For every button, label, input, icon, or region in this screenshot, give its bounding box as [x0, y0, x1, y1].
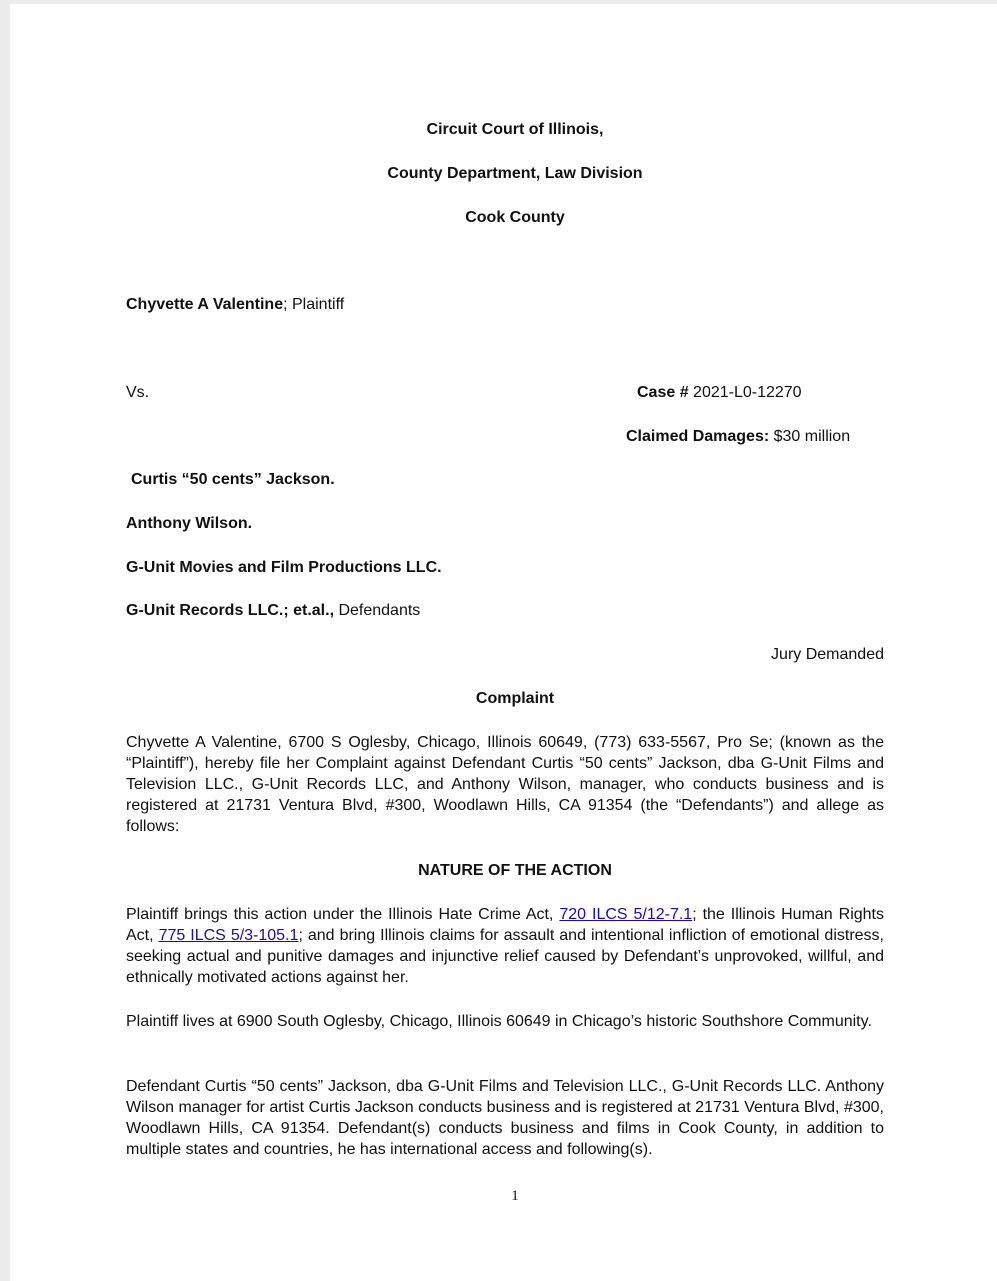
action-text-3: ; and bring Illinois claims for assault and intentional infliction of emotional distress, seeking actual and punitive damages and injunctive relief caused by Defendant’s unprovoked, willful, and ethnically motivated actions against her.	[126, 927, 884, 986]
court-name: Circuit Court of Illinois,	[426, 121, 604, 138]
court-county: Cook County	[465, 209, 565, 226]
claimed-damages-label: Claimed Damages:	[626, 428, 770, 445]
plaintiff-suffix: ; Plaintiff	[283, 296, 345, 313]
versus: Vs.	[126, 384, 150, 401]
action-text-1: Plaintiff brings this action under the Illinois Hate Crime Act,	[126, 906, 560, 923]
defendant-gunit-records-line	[126, 601, 420, 621]
claimed-damages-value: $30 million	[769, 428, 851, 445]
claimed-damages-line	[626, 427, 850, 447]
defendant-paragraph: Defendant Curtis “50 cents” Jackson, dba G-Unit Films and Television LLC., G-Unit Records LLC. Anthony Wilson manager for artist Curtis Jackson conducts business and is registered at 21731 Ventura Blvd, #300, Woodlawn Hills, CA 91354. Defendant(s) conducts business and films in Cook County, in addition to multiple states and countries, he has international access and following(s).	[126, 1078, 884, 1158]
intro-paragraph: Chyvette A Valentine, 6700 S Oglesby, Chicago, Illinois 60649, (773) 633-5567, Pro Se; (known as the “Plaintiff”), hereby file her Complaint against Defendant Curtis “50 cents” Jackson, dba G-Unit Films and Television LLC., G-Unit Records LLC, and Anthony Wilson, manager, who conducts business and is registered at 21731 Ventura Blvd, #300, Woodlawn Hills, CA 91354 (the “Defendants”) and allege as follows:	[126, 734, 884, 835]
hate-crime-act-link[interactable]: 720 ILCS 5/12-7.1	[559, 906, 693, 923]
case-number-line	[637, 383, 802, 403]
plaintiff-name: Chyvette A Valentine	[126, 296, 284, 313]
defendant-wilson: Anthony Wilson.	[126, 515, 253, 532]
defendant-gunit-movies: G-Unit Movies and Film Productions LLC.	[126, 559, 442, 576]
defendants-suffix: Defendants	[334, 602, 421, 619]
complaint-title: Complaint	[475, 690, 555, 707]
page-number: 1	[511, 1188, 519, 1204]
action-paragraph	[126, 904, 884, 988]
case-number-value: 2021-L0-12270	[688, 384, 802, 401]
jury-demanded: Jury Demanded	[771, 646, 884, 663]
court-department: County Department, Law Division	[387, 165, 643, 182]
document-page	[10, 4, 997, 1281]
section-title: NATURE OF THE ACTION	[418, 862, 612, 879]
defendant-jackson: Curtis “50 cents” Jackson.	[131, 471, 335, 488]
action-text-2: ; the Illinois Human Rights Act,	[126, 906, 884, 944]
residence-paragraph: Plaintiff lives at 6900 South Oglesby, Chicago, Illinois 60649 in Chicago’s historic Southshore Community.	[126, 1013, 872, 1030]
defendant-gunit-records: G-Unit Records LLC.; et.al.,	[126, 602, 335, 619]
case-number-label: Case #	[637, 384, 689, 401]
plaintiff-line	[126, 295, 344, 315]
human-rights-act-link[interactable]: 775 ILCS 5/3-105.1	[158, 927, 299, 944]
